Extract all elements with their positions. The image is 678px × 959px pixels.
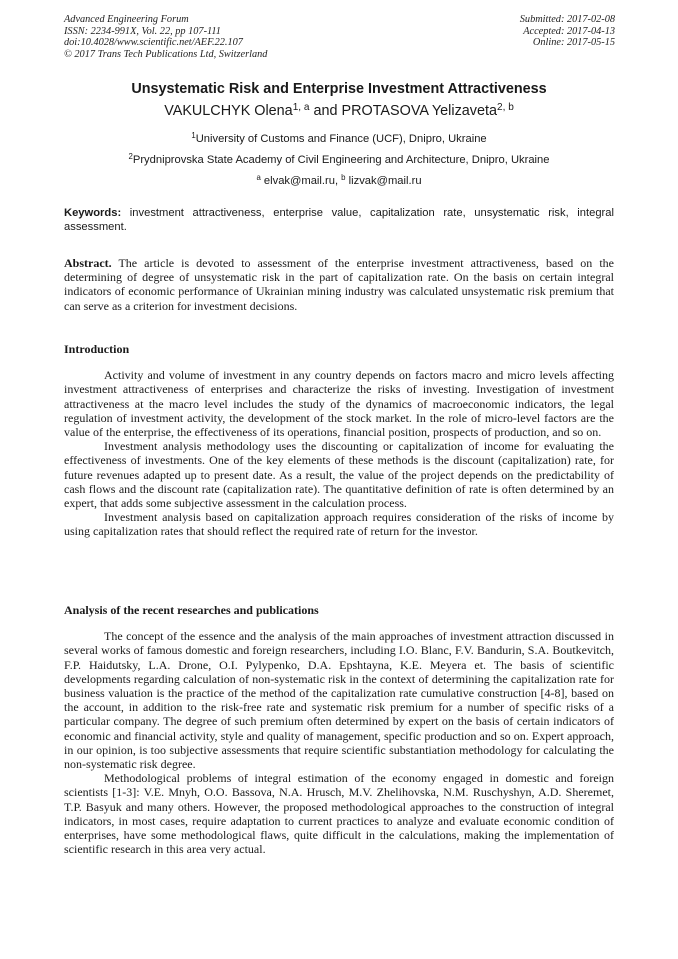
author-1-affiliation-mark: 1, a	[292, 101, 310, 113]
keywords-text: investment attractiveness, enterprise value, capitalization rate, unsystematic risk, integral assessment.	[64, 207, 614, 234]
submitted-date: Submitted: 2017-02-08	[519, 14, 615, 25]
author-emails	[40, 174, 638, 188]
journal-header-left	[64, 14, 267, 60]
paragraph: Activity and volume of investment in any country depends on factors macro and micro levels affecting investment attractiveness of enterprises and characterize the risks of investing. Investigation of investment attractiveness at the macro level includes the study of the dynamics of macroeconomic indicators, the legal regulation of investment activity, the development of the stock market. In the role of micro-level factors are the value of the enterprise, the effectiveness of its operations, financial position, prospects of production, and so on.	[64, 368, 614, 440]
introduction-heading: Introduction	[64, 342, 130, 356]
email-a: elvak@mail.ru,	[260, 175, 342, 187]
abstract-text: The article is devoted to assessment of the enterprise investment attractiveness, based on the determining of degree of unsystematic risk in the part of capitalization rate. On the basis on certain integral indicators of economic performance of Ukrainian mining industry was calculated unsystematic risk premium that can serve as a criterion for investment decisions.	[64, 256, 614, 313]
accepted-date: Accepted: 2017-04-13	[523, 25, 615, 37]
email-b: lizvak@mail.ru	[345, 175, 422, 187]
author-2-affiliation-mark: 2, b	[496, 101, 514, 113]
keywords-block	[64, 206, 614, 235]
affiliation-2-mark: 2	[128, 152, 133, 162]
analysis-section	[64, 603, 614, 856]
journal-header-right	[520, 14, 615, 49]
email-a-mark: a	[256, 173, 261, 183]
email-b-mark: b	[341, 173, 346, 183]
affiliation-2-text: Prydniprovska State Academy of Civil Engineering and Architecture, Dnipro, Ukraine	[132, 154, 550, 166]
paragraph: Investment analysis methodology uses the discounting or capitalization of income for evaluating the effectiveness of investments. One of the key elements of these methods is the discount (capitalization) rate, for future revenues adapted up to present date. As a result, the value of the project depends on the predictability of cash flows and the discount rate (capitalization rate). The quantitative definition of rate is often determined by an expert, that adds some subjective assessment in the calculation process.	[64, 439, 614, 511]
copyright-line: © 2017 Trans Tech Publications Ltd, Switzerland	[64, 48, 268, 60]
online-date: Online: 2017-05-15	[532, 37, 615, 49]
paper-title: Unsystematic Risk and Enterprise Investment Attractiveness	[131, 81, 547, 97]
journal-name: Advanced Engineering Forum	[64, 14, 189, 25]
affiliation-1-text: University of Customs and Finance (UCF), Dnipro, Ukraine	[195, 133, 487, 145]
author-line	[40, 102, 638, 120]
author-conjunction: and	[309, 103, 342, 119]
issn-line: ISSN: 2234-991X, Vol. 22, pp 107-111	[64, 25, 221, 37]
paragraph: The concept of the essence and the analysis of the main approaches of investment attraction discussed in several works of famous domestic and foreign researchers, including I.O. Blanc, F.V. Bandurin, S.A. Boutkevitch, F.P. Haidutsky, L.A. Drone, O.I. Pylypenko, D.A. Epshtayna, K.E. Meyera et. The basis of scientific developments regarding calculation of non-systematic risk in the context of determining the capitalization rate for business valuation is the practice of the method of the capitalization rate cumulative construction [4-8], based on the account, in addition to the risk-free rate and systematic risk premium for a number of specific risks of a particular company. The degree of such premium often determined by expert on the basis of certain indicators of economic and financial activity, style and quality of management, specific production and so on. Expert approach, in our opinion, is too subjective assessments that require scientific substantiation methodology for calculating the non-systematic risk degree.	[64, 629, 614, 772]
analysis-heading: Analysis of the recent researches and publications	[64, 603, 319, 617]
affiliation-1-mark: 1	[191, 131, 196, 141]
author-1: VAKULCHYK Olena	[164, 103, 293, 119]
doi-line: doi:10.4028/www.scientific.net/AEF.22.107	[64, 37, 243, 49]
introduction-section	[64, 342, 614, 539]
keywords-label: Keywords:	[64, 207, 122, 219]
paragraph: Methodological problems of integral estimation of the economy engaged in domestic and foreign scientists [1-3]: V.E. Mnyh, O.O. Bassova, N.A. Hrusch, M.V. Zhelihovska, N.M. Ruschyshyn, A.D. Sheremet, T.P. Basyuk and many others. However, the proposed methodological approaches to the construction of integral indicators, in most cases, require adaptation to current practices to analyze and evaluate economic condition of enterprises, have some methodological flaws, quite difficult in the calculations, making the implementation of scientific research in this area very actual.	[64, 771, 614, 857]
paragraph: Investment analysis based on capitalization approach requires consideration of the risks of income by using capitalization rates that should reflect the required rate of return for the investor.	[64, 510, 614, 539]
abstract-label: Abstract.	[64, 256, 112, 270]
affiliation-2	[40, 153, 638, 167]
author-2: PROTASOVA Yelizaveta	[341, 103, 497, 119]
abstract-block	[64, 256, 614, 313]
affiliation-1	[40, 132, 638, 146]
